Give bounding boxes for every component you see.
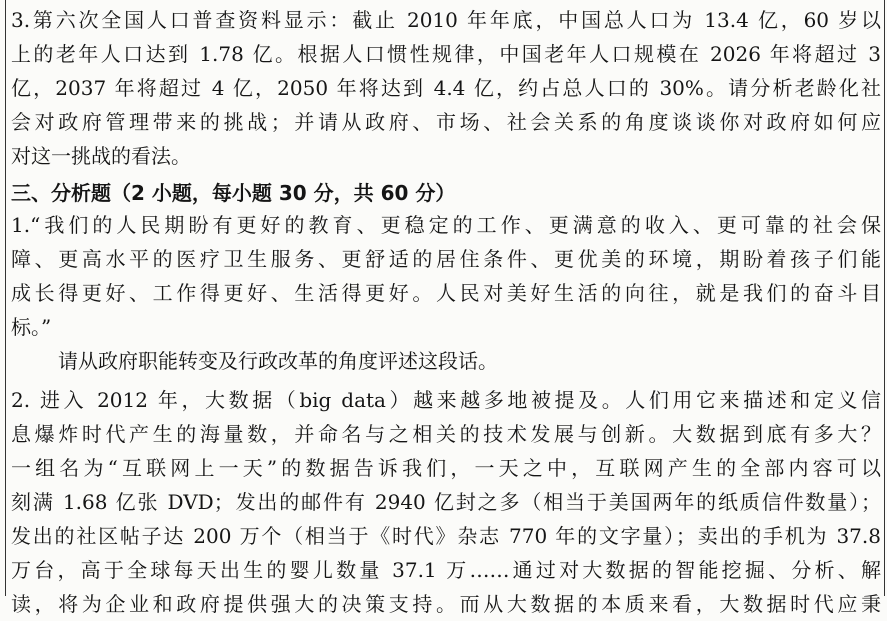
- page-border-left: [5, 0, 6, 596]
- q2-line-5: 发出的社区帖子达 200 万个（相当于《时代》杂志 770 年的文字量）；卖出的手机为 37.8: [11, 524, 881, 548]
- q2-line-4: 刻满 1.68 亿张 DVD；发出的邮件有 2940 亿封之多（相当于美国两年的纸质信件数量）；: [11, 490, 881, 514]
- section-heading: 三、分析题（2 小题，每小题 30 分，共 60 分）: [11, 181, 456, 205]
- q2-line-7: 读，将为企业和政府提供强大的决策支持。而从大数据的本质来看，大数据时代应秉: [11, 592, 881, 616]
- q3-line-3: 亿，2037 年将超过 4 亿，2050 年将达到 4.4 亿，约占总人口的 30%。请分析老龄化社: [11, 76, 881, 100]
- q2-line-2: 息爆炸时代产生的海量数，并命名与之相关的技术发展与创新。大数据到底有多大？: [11, 422, 881, 446]
- q2-line-6: 万台，高于全球每天出生的婴儿数量 37.1 万……通过对大数据的智能挖掘、分析、解: [11, 558, 881, 582]
- q1-line-3: 成长得更好、工作得更好、生活得更好。人民对美好生活的向往，就是我们的奋斗目: [11, 281, 881, 305]
- q1-line-1: 1.“我们的人民期盼有更好的教育、更稳定的工作、更满意的收入、更可靠的社会保: [11, 213, 881, 237]
- q3-line-1: 3.第六次全国人口普查资料显示：截止 2010 年年底，中国总人口为 13.4 亿，60 岁以: [11, 8, 881, 32]
- q2-line-3: 一组名为“互联网上一天”的数据告诉我们，一天之中，互联网产生的全部内容可以: [11, 456, 881, 480]
- q1-line-4: 标。”: [11, 315, 52, 339]
- page-border-right: [884, 0, 885, 596]
- q1-prompt: 请从政府职能转变及行政改革的角度评述这段话。: [58, 349, 498, 373]
- q2-line-1: 2. 进入 2012 年，大数据（big data）越来越多地被提及。人们用它来描述和定义信: [11, 388, 881, 412]
- q3-line-4: 会对政府管理带来的挑战；并请从政府、市场、社会关系的角度谈谈你对政府如何应: [11, 110, 881, 134]
- q3-line-5: 对这一挑战的看法。: [11, 144, 191, 168]
- q3-line-2: 上的老年人口达到 1.78 亿。根据人口惯性规律，中国老年人口规模在 2026 年将超过 3: [11, 42, 881, 66]
- q1-line-2: 障、更高水平的医疗卫生服务、更舒适的居住条件、更优美的环境，期盼着孩子们能: [11, 247, 881, 271]
